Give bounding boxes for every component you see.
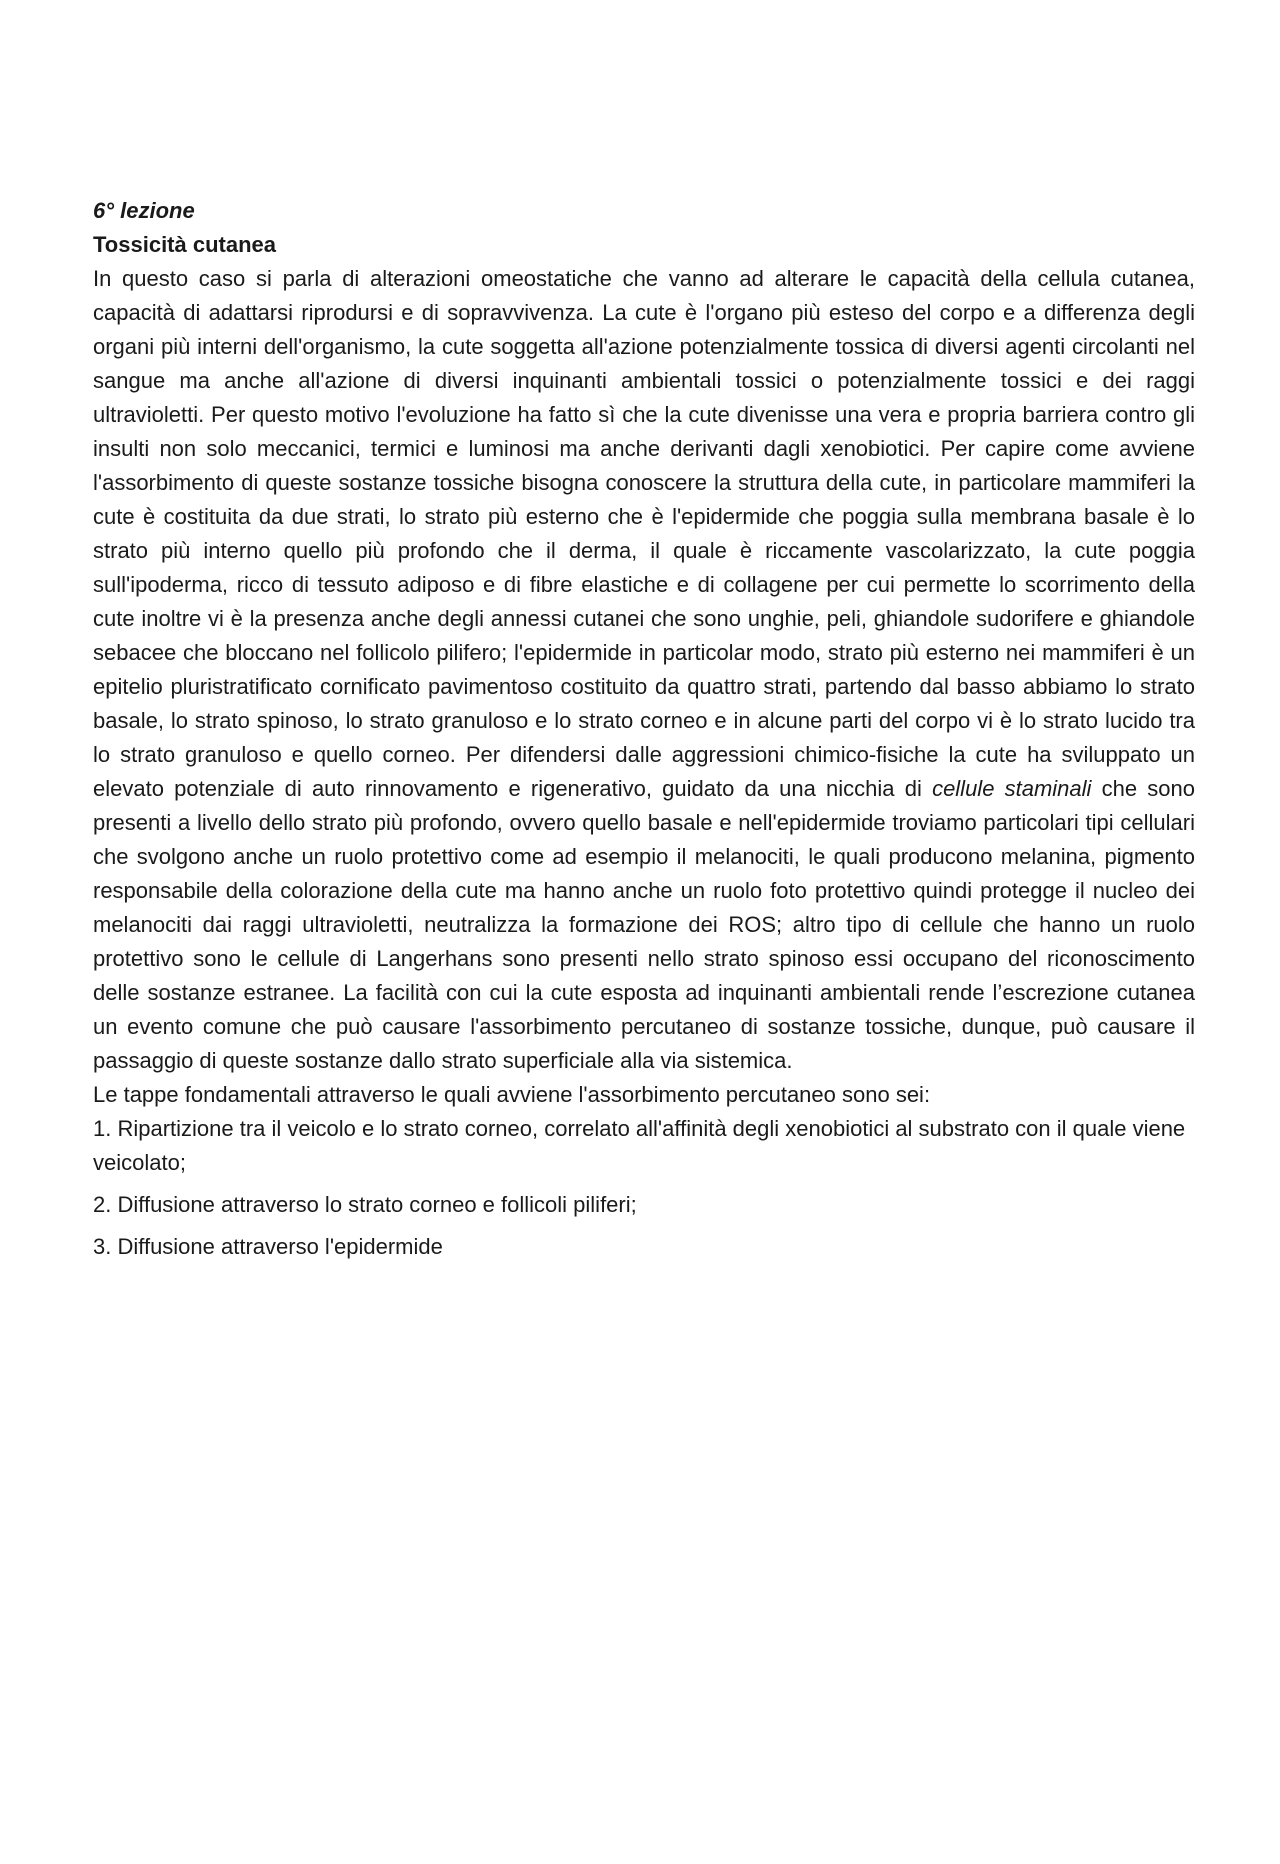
step-item: 1. Ripartizione tra il veicolo e lo strato corneo, correlato all'affinità degli xenobiotici al substrato con il quale viene veicolato; [93,1116,1186,1175]
main-paragraph [93,262,1195,1078]
steps-intro: Le tappe fondamentali attraverso le quali avviene l'assorbimento percutaneo sono sei: [93,1082,931,1107]
step-item: 3. Diffusione attraverso l'epidermide [93,1234,443,1259]
document-page [93,194,1195,1272]
step-item: 2. Diffusione attraverso lo strato corneo e follicoli piliferi; [93,1192,637,1217]
paragraph-part-2: che sono presenti a livello dello strato più profondo, ovvero quello basale e nell'epidermide troviamo particolari tipi cellulari che svolgono anche un ruolo protettivo come ad esempio il melanociti, le quali producono melanina, pigmento responsabile della colorazione della cute ma hanno anche un ruolo foto protettivo quindi protegge il nucleo dei melanociti dai raggi ultravioletti, neutralizza la formazione dei ROS; altro tipo di cellule che hanno un ruolo protettivo sono le cellule di Langerhans sono presenti nello strato spinoso essi occupano del riconoscimento delle sostanze estranee. La facilità con cui la cute esposta ad inquinanti ambientali rende l’escrezione cutanea un evento comune che può causare l'assorbimento percutaneo di sostanze tossiche, dunque, può causare il passaggio di queste sostanze dallo strato superficiale alla via sistemica. [93,776,1195,1073]
italic-term: cellule staminali [932,776,1092,801]
steps-list [93,1112,1195,1264]
paragraph-part-1: In questo caso si parla di alterazioni omeostatiche che vanno ad alterare le capacità della cellula cutanea, capacità di adattarsi riprodursi e di sopravvivenza. La cute è l'organo più esteso del corpo e a differenza degli organi più interni dell'organismo, la cute soggetta all'azione potenzialmente tossica di diversi agenti circolanti nel sangue ma anche all'azione di diversi inquinanti ambientali tossici o potenzialmente tossici e dei raggi ultravioletti. Per questo motivo l'evoluzione ha fatto sì che la cute divenisse una vera e propria barriera contro gli insulti non solo meccanici, termici e luminosi ma anche derivanti dagli xenobiotici. Per capire come avviene l'assorbimento di queste sostanze tossiche bisogna conoscere la struttura della cute, in particolare mammiferi la cute è costituita da due strati, lo strato più esterno che è l'epidermide che poggia sulla membrana basale è lo strato più interno quello più profondo che il derma, il quale è riccamente vascolarizzato, la cute poggia sull'ipoderma, ricco di tessuto adiposo e di fibre elastiche e di collagene per cui permette lo scorrimento della cute inoltre vi è la presenza anche degli annessi cutanei che sono unghie, peli, ghiandole sudorifere e ghiandole sebacee che bloccano nel follicolo pilifero; l'epidermide in particolar modo, strato più esterno nei mammiferi è un epitelio pluristratificato cornificato pavimentoso costituito da quattro strati, partendo dal basso abbiamo lo strato basale, lo strato spinoso, lo strato granuloso e lo strato corneo e in alcune parti del corpo vi è lo strato lucido tra lo strato granuloso e quello corneo. Per difendersi dalle aggressioni chimico-fisiche la cute ha sviluppato un elevato potenziale di auto rinnovamento e rigenerativo, guidato da una nicchia di [93,266,1195,801]
section-title: Tossicità cutanea [93,232,276,257]
lesson-title: 6° lezione [93,198,195,223]
